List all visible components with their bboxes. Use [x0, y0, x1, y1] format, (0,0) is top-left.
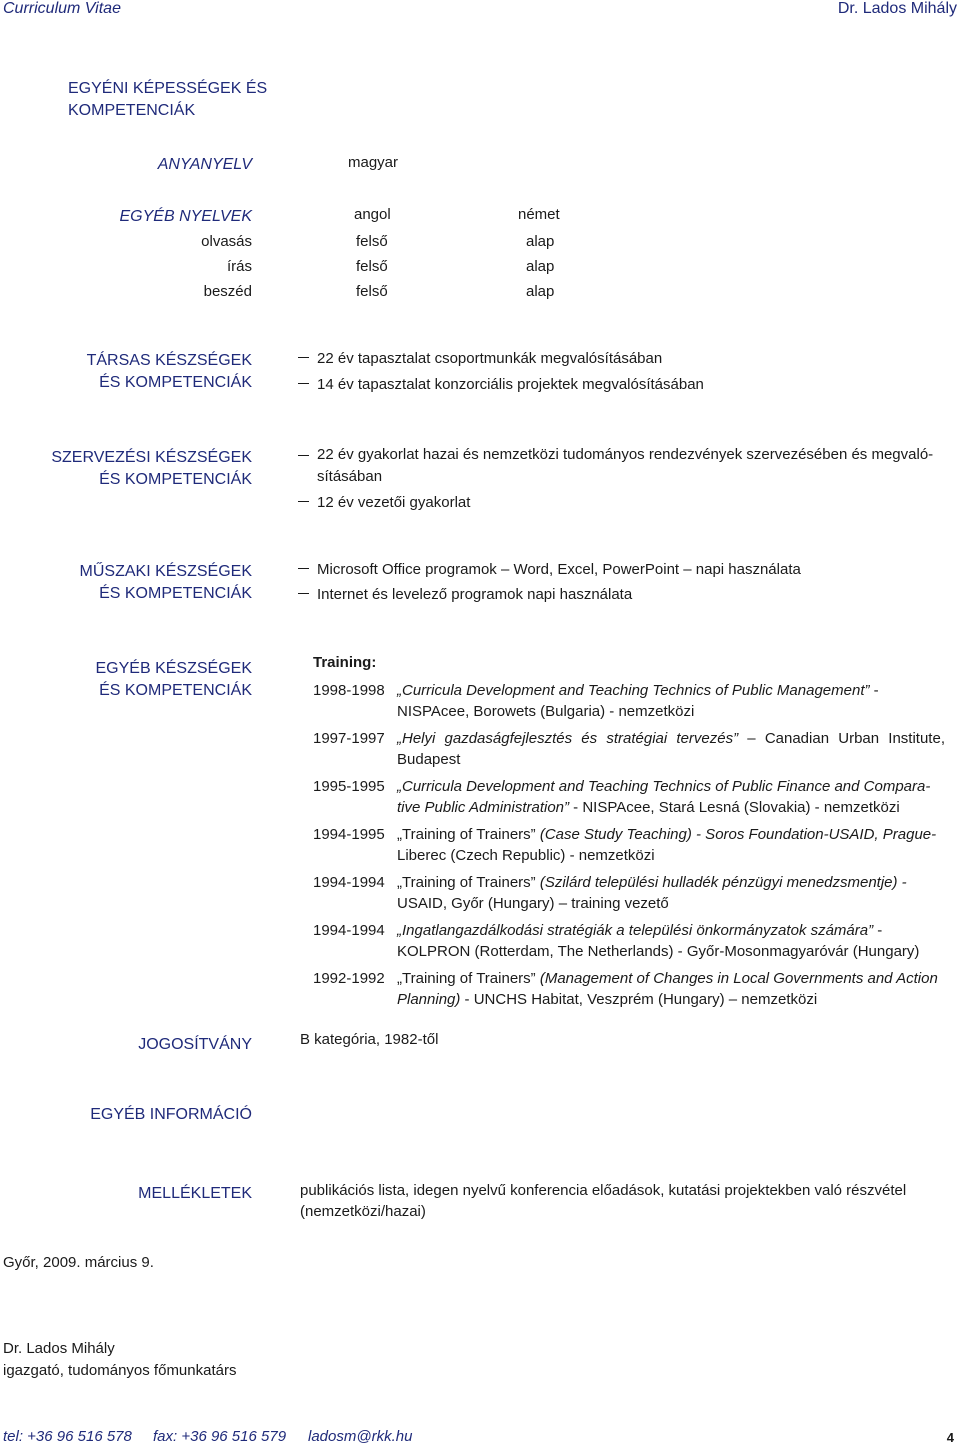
- language-col-angol: angol: [354, 206, 391, 223]
- skill-value: felső: [356, 283, 388, 300]
- footer-tel: tel: +36 96 516 578: [3, 1428, 132, 1445]
- page-number: 4: [946, 1430, 954, 1445]
- native-language-value: magyar: [348, 154, 399, 171]
- list-item: 22 év gyakorlat hazai és nemzetközi tudományos rendezvények szervezésében és megvaló-: [298, 444, 933, 466]
- organizational-skills-list: [298, 444, 933, 516]
- dash-icon: [298, 568, 309, 569]
- other-heading-line1: EGYÉB KÉSZSÉGEK: [95, 660, 252, 677]
- tech-heading-line2: ÉS KOMPETENCIÁK: [99, 585, 252, 602]
- training-year: 1992-1992: [313, 970, 385, 987]
- training-year: 1994-1995: [313, 826, 385, 843]
- other-languages-label: EGYÉB NYELVEK: [119, 208, 252, 225]
- attachments-heading: MELLÉKLETEK: [138, 1185, 252, 1202]
- tech-heading-line1: MŰSZAKI KÉSZSÉGEK: [79, 563, 252, 580]
- dash-icon: [298, 383, 309, 384]
- native-language-label: ANYANYELV: [157, 156, 252, 173]
- skill-row-label: olvasás: [201, 233, 252, 250]
- training-label: Training:: [313, 654, 377, 671]
- section-title: [68, 78, 267, 122]
- dash-icon: [298, 501, 309, 502]
- dash-icon: [298, 593, 309, 594]
- training-year: 1994-1994: [313, 922, 385, 939]
- training-year: 1997-1997: [313, 730, 385, 747]
- technical-skills-heading: [80, 561, 252, 605]
- place-date: Győr, 2009. március 9.: [3, 1254, 154, 1271]
- training-year: 1995-1995: [313, 778, 385, 795]
- training-item: 1994-1995 „Training of Trainers” (Case Study Teaching) - Soros Foundation-USAID, Prague- Liberec (Czech Republic) - nemzetközi: [313, 826, 937, 864]
- technical-skills-list: [298, 557, 801, 607]
- list-item: 22 év tapasztalat csoportmunkák megvalósításában: [298, 346, 704, 372]
- other-skills-heading: [96, 658, 253, 702]
- list-item: 14 év tapasztalat konzorciális projektek megvalósításában: [298, 372, 704, 398]
- language-col-nemet: német: [518, 206, 560, 223]
- org-heading-line2: ÉS KOMPETENCIÁK: [99, 471, 252, 488]
- list-item: Microsoft Office programok – Word, Excel, PowerPoint – napi használata: [298, 557, 801, 582]
- training-list: [313, 680, 945, 1016]
- training-item: 1992-1992 „Training of Trainers” (Management of Changes in Local Governments and Action Planning) - UNCHS Habitat, Veszprém (Hungary) – nemzetközi: [313, 970, 938, 1008]
- license-value: B kategória, 1982-től: [300, 1031, 439, 1048]
- other-heading-line2: ÉS KOMPETENCIÁK: [99, 682, 252, 699]
- list-item: 12 év vezetői gyakorlat: [298, 490, 933, 516]
- attachments-text: publikációs lista, idegen nyelvű konferencia előadások, kutatási projektekben való részvétel (nemzetközi/hazai): [300, 1182, 907, 1220]
- skill-row-label: beszéd: [203, 283, 252, 300]
- dash-icon: [298, 357, 309, 358]
- section-title-line1: EGYÉNI KÉPESSÉGEK ÉS: [68, 80, 268, 97]
- training-item: 1997-1997 „Helyi gazdaságfejlesztés és stratégiai tervezés” – Canadian Urban Institute, Budapest: [313, 730, 945, 768]
- header-right: Dr. Lados Mihály: [837, 0, 957, 17]
- license-heading: JOGOSÍTVÁNY: [138, 1036, 252, 1053]
- org-heading-line1: SZERVEZÉSI KÉSZSÉGEK: [51, 449, 252, 466]
- training-item: 1994-1994 „Training of Trainers” (Szilárd települési hulladék pénzügyi menedzsmentje) - USAID, Győr (Hungary) – training vezető: [313, 874, 907, 912]
- social-skills-heading: [87, 350, 252, 394]
- training-year: 1994-1994: [313, 874, 385, 891]
- organizational-skills-heading: [51, 447, 252, 491]
- list-item: Internet és levelező programok napi használata: [298, 582, 801, 607]
- list-item-continuation: sításában: [317, 468, 383, 485]
- dash-icon: [298, 455, 309, 456]
- social-skills-list: [298, 346, 704, 398]
- signature-title: igazgató, tudományos főmunkatárs: [3, 1362, 237, 1379]
- training-item: 1994-1994 „Ingatlangazdálkodási stratégiák a települési önkormányzatok számára” - KOLPRON (Rotterdam, The Netherlands) - Győr-Mosonmagyaróvár (Hungary): [313, 922, 920, 960]
- skill-value: felső: [356, 258, 388, 275]
- social-heading-line2: ÉS KOMPETENCIÁK: [99, 374, 252, 391]
- social-heading-line1: TÁRSAS KÉSZSÉGEK: [86, 352, 252, 369]
- header-left: Curriculum Vitae: [3, 0, 121, 17]
- footer-fax: fax: +36 96 516 579: [153, 1428, 287, 1445]
- skill-value: felső: [356, 233, 388, 250]
- training-item: 1995-1995 „Curricula Development and Teaching Technics of Public Finance and Compara- tive Public Administration” - NISPAcee, Stará Lesná (Slovakia) - nemzetközi: [313, 778, 931, 816]
- section-title-line2: KOMPETENCIÁK: [68, 102, 196, 119]
- skill-value: alap: [526, 283, 555, 300]
- skill-value: alap: [526, 258, 555, 275]
- signature-name: Dr. Lados Mihály: [3, 1340, 115, 1357]
- skill-value: alap: [526, 233, 555, 250]
- signature-block: [3, 1338, 236, 1382]
- training-item: 1998-1998 „Curricula Development and Teaching Technics of Public Management” - NISPAcee, Borowets (Bulgaria) - nemzetközi: [313, 682, 879, 720]
- training-year: 1998-1998: [313, 682, 385, 699]
- other-info-heading: EGYÉB INFORMÁCIÓ: [90, 1106, 252, 1123]
- skill-row-label: írás: [226, 258, 252, 275]
- footer-email[interactable]: ladosm@rkk.hu: [308, 1428, 413, 1445]
